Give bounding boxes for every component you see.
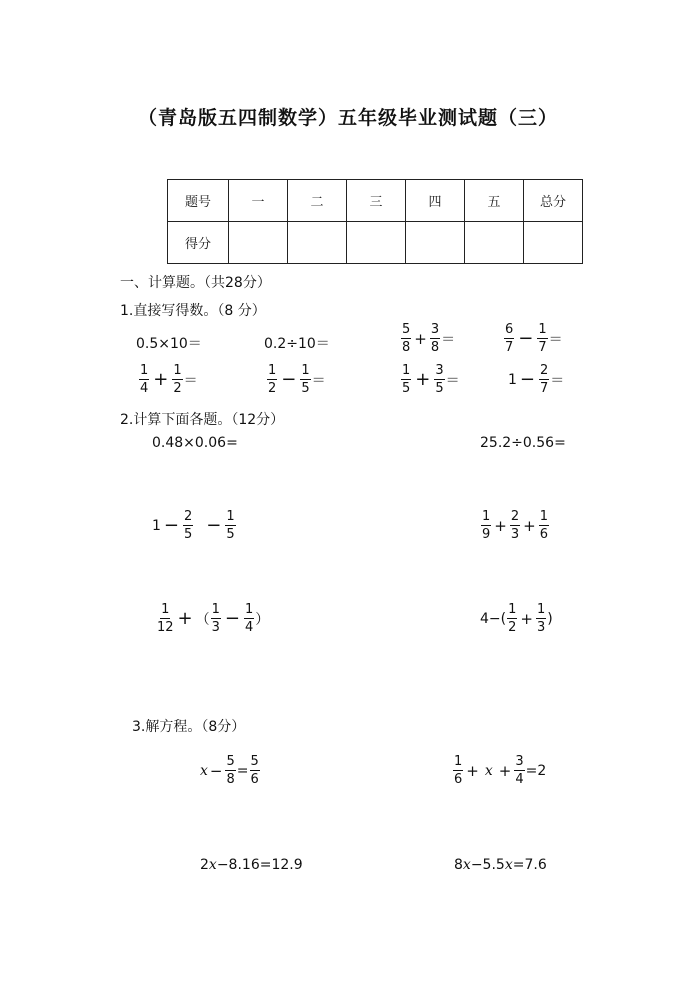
fraction: $\frac{1}{6}$: [454, 754, 463, 787]
score-cell: 总分: [524, 180, 583, 222]
fraction: $\frac{6}{7}$: [505, 322, 514, 355]
fraction: $\frac{1}{2}$: [268, 363, 277, 396]
fraction: $\frac{3}{4}$: [515, 754, 524, 787]
fraction: $\frac{5}{6}$: [250, 754, 259, 787]
fraction: $\frac{1}{6}$: [539, 509, 548, 542]
q3-c: 2 x −8.16=12.9: [200, 857, 303, 873]
page-title: （青岛版五四制数学）五年级毕业测试题（三）: [137, 107, 558, 129]
q2-d: $\frac{1}{9}$ + $\frac{2}{3}$ + $\frac{1}{6}$: [482, 509, 548, 542]
q3-heading: 3.解方程。（8分）: [132, 719, 246, 735]
q2-heading: 2.计算下面各题。（12分）: [120, 412, 285, 428]
q1-c: $\frac{5}{8}$ + $\frac{3}{8}$ ＝: [402, 322, 456, 355]
q2-e: $\frac{1}{12}$ + （ $\frac{1}{3}$ − $\frac{1}{4}$ ）: [157, 602, 270, 635]
section1-heading: 一、计算题。（共28分）: [120, 275, 271, 291]
fraction: $\frac{1}{2}$: [508, 602, 517, 635]
score-input-cell[interactable]: [288, 222, 347, 264]
score-cell: 二: [288, 180, 347, 222]
q1-f: $\frac{1}{2}$ − $\frac{1}{5}$ ＝: [268, 363, 326, 396]
q2-f: 4 − ( $\frac{1}{2}$ + $\frac{1}{3}$ ): [480, 602, 553, 635]
score-cell: 得分: [168, 222, 229, 264]
q1-h: 1 − $\frac{2}{7}$ ＝: [508, 363, 565, 396]
q2-a: 0.48×0.06=: [152, 435, 238, 451]
fraction: $\frac{1}{3}$: [211, 602, 220, 635]
q1-b: 0.2÷10＝: [264, 336, 330, 352]
fraction: $\frac{1}{9}$: [482, 509, 491, 542]
q1-g: $\frac{1}{5}$ + $\frac{3}{5}$ ＝: [402, 363, 460, 396]
score-cell: 一: [229, 180, 288, 222]
score-cell: 五: [465, 180, 524, 222]
fraction: $\frac{2}{5}$: [184, 509, 193, 542]
fraction: $\frac{1}{2}$: [173, 363, 182, 396]
fraction: $\frac{1}{12}$: [157, 602, 174, 635]
fraction: $\frac{1}{4}$: [245, 602, 254, 635]
score-table-score-row: [168, 222, 583, 264]
score-table: [167, 179, 583, 264]
fraction: $\frac{5}{8}$: [402, 322, 411, 355]
q2-c: 1 − $\frac{2}{5}$ − $\frac{1}{5}$: [152, 509, 235, 542]
score-cell: 题号: [168, 180, 229, 222]
q1-heading: 1.直接写得数。（8 分）: [120, 303, 266, 319]
q3-d: 8 x −5.5 x =7.6: [454, 857, 547, 873]
score-input-cell[interactable]: [465, 222, 524, 264]
fraction: $\frac{1}{5}$: [301, 363, 310, 396]
fraction: $\frac{2}{3}$: [510, 509, 520, 542]
q3-a: x − $\frac{5}{8}$ = $\frac{5}{6}$: [200, 754, 259, 787]
q1-d: $\frac{6}{7}$ − $\frac{1}{7}$ ＝: [505, 322, 563, 355]
fraction: $\frac{5}{8}$: [226, 754, 235, 787]
score-input-cell[interactable]: [229, 222, 288, 264]
score-input-cell[interactable]: [524, 222, 583, 264]
q2-b: 25.2÷0.56=: [480, 435, 566, 451]
fraction: $\frac{1}{5}$: [226, 509, 235, 542]
score-input-cell[interactable]: [347, 222, 406, 264]
q1-a: 0.5×10＝: [136, 336, 202, 352]
fraction: $\frac{2}{7}$: [540, 363, 549, 396]
fraction: $\frac{1}{4}$: [140, 363, 149, 396]
fraction: $\frac{1}{5}$: [402, 363, 411, 396]
score-cell: 四: [406, 180, 465, 222]
q1-e: $\frac{1}{4}$ + $\frac{1}{2}$ ＝: [140, 363, 198, 396]
fraction: $\frac{1}{3}$: [536, 602, 546, 635]
score-table-header-row: [168, 180, 583, 222]
fraction: $\frac{3}{5}$: [435, 363, 444, 396]
q3-b: $\frac{1}{6}$ + x + $\frac{3}{4}$ =2: [454, 754, 547, 787]
score-cell: 三: [347, 180, 406, 222]
score-input-cell[interactable]: [406, 222, 465, 264]
fraction: $\frac{3}{8}$: [430, 322, 440, 355]
fraction: $\frac{1}{7}$: [538, 322, 547, 355]
